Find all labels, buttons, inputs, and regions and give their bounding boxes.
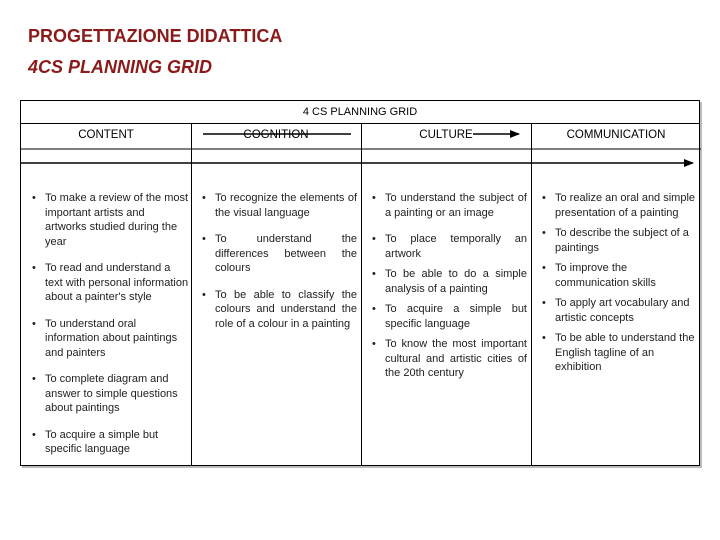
list-item: • To make a review of the most important artists and artworks studied during the year (29, 191, 189, 249)
header-communication: COMMUNICATION (566, 129, 666, 141)
list-item: • To understand the differences between the colours (199, 232, 357, 276)
communication-list (539, 191, 697, 381)
list-item: • To be able to classify the colours and understand the role of a colour in a painting (199, 288, 357, 332)
culture-list (369, 191, 527, 387)
header-culture: CULTURE (419, 129, 473, 141)
list-item: • To know the most important cultural and artistic cities of the 20th century (369, 337, 527, 381)
list-item: • To understand oral information about paintings and painters (29, 317, 189, 361)
list-item: • To acquire a simple but specific language (369, 302, 527, 331)
list-item: • To read and understand a text with personal information about a painter's style (29, 261, 189, 305)
page-title: PROGETTAZIONE DIDATTICA (28, 26, 283, 46)
page-subtitle: 4CS PLANNING GRID (28, 57, 213, 77)
list-item: • To place temporally an artwork (369, 232, 527, 261)
content-list (29, 191, 189, 463)
list-item: • To improve the communication skills (539, 261, 697, 290)
header-content: CONTENT (78, 129, 134, 141)
list-item: • To understand the subject of a painting or an image (369, 191, 527, 220)
list-item: • To recognize the elements of the visual language (199, 191, 357, 220)
cognition-list (199, 191, 357, 337)
list-item: • To be able to understand the English tagline of an exhibition (539, 331, 697, 375)
list-item: • To acquire a simple but specific language (29, 428, 189, 457)
flow-arrows (21, 101, 701, 181)
header-cognition: COGNITION (243, 129, 309, 141)
planning-grid (20, 100, 700, 466)
list-item: • To complete diagram and answer to simple questions about paintings (29, 372, 189, 416)
list-item: • To realize an oral and simple presentation of a painting (539, 191, 697, 220)
list-item: • To be able to do a simple analysis of a painting (369, 267, 527, 296)
list-item: • To apply art vocabulary and artistic concepts (539, 296, 697, 325)
list-item: • To describe the subject of a paintings (539, 226, 697, 255)
grid-title: 4 CS PLANNING GRID (21, 101, 699, 124)
